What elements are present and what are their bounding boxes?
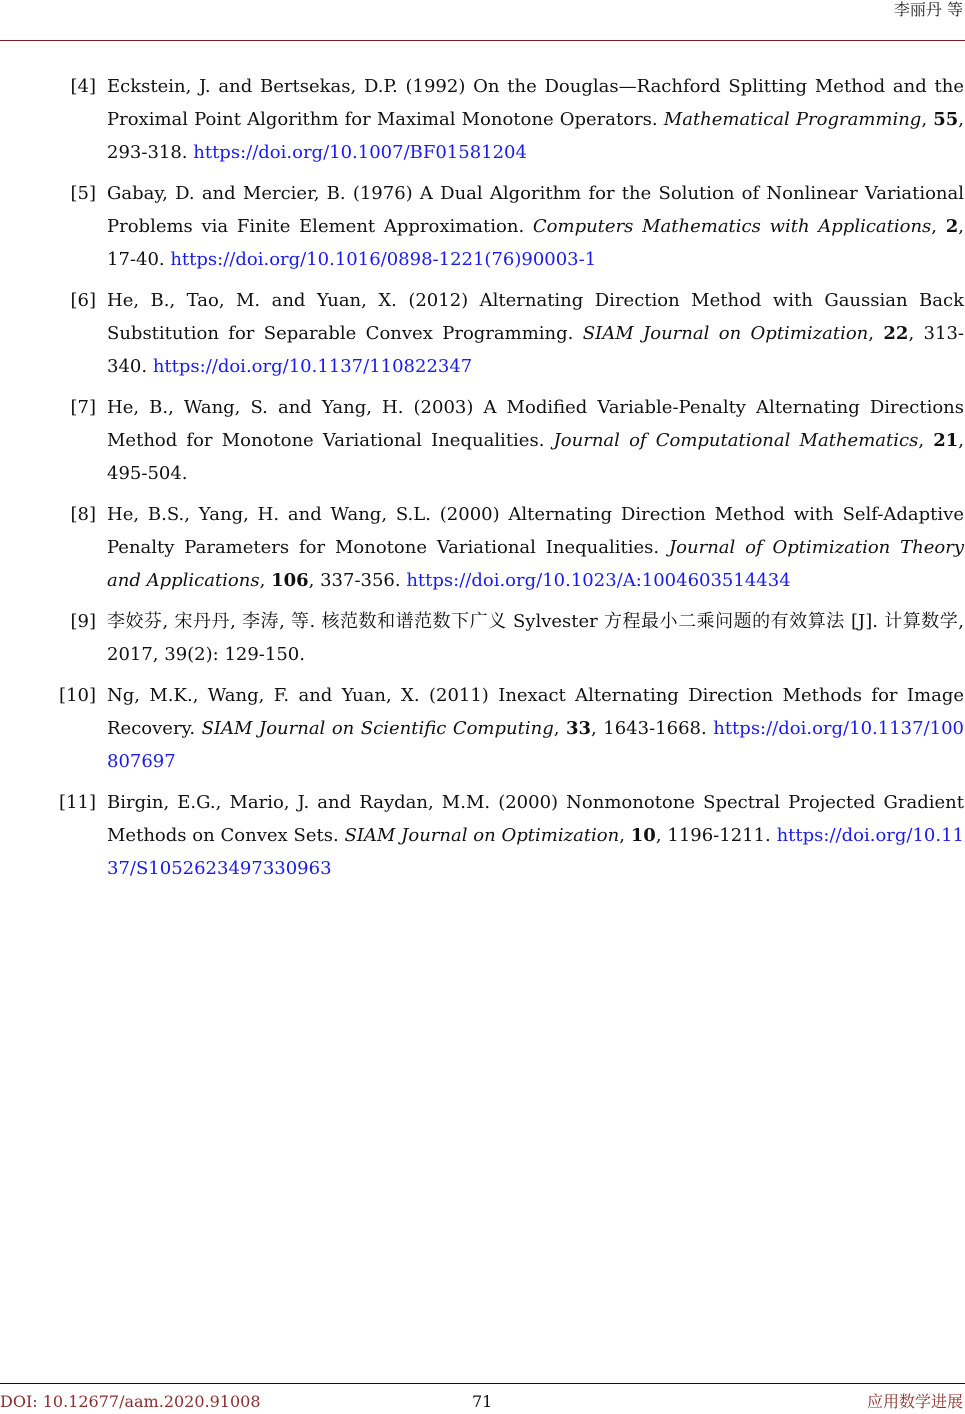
- reference-number: [9]: [70, 611, 96, 632]
- doi-link[interactable]: https://doi.org/10.1137/S1052623497330963: [107, 825, 965, 879]
- reference-text: ,: [921, 109, 934, 130]
- reference-text: Eckstein, J. and Bertsekas, D.P. (1992) On the Douglas—Rachford Splitting Method and the Proximal Point Algorithm for Maximal Monotone Operators.: [107, 76, 964, 130]
- reference-item: [0, 70, 965, 169]
- doi-link[interactable]: https://doi.org/10.1137/110822347: [152, 356, 473, 377]
- journal-title: Mathematical Programming: [663, 109, 922, 130]
- reference-list: [0, 70, 965, 893]
- reference-text: ,: [918, 430, 934, 451]
- reference-text: , 1196-1211.: [655, 825, 777, 846]
- journal-title: SIAM Journal on Scientific Computing: [201, 718, 554, 739]
- reference-text: , 313-340.: [107, 323, 964, 377]
- reference-text: , 17-40.: [107, 216, 964, 270]
- reference-text: , 293-318.: [107, 109, 964, 163]
- doi-link[interactable]: https://doi.org/10.1137/100807697: [107, 718, 964, 772]
- page-number: 71: [472, 1392, 493, 1411]
- reference-text: ,: [619, 825, 631, 846]
- reference-number: [11]: [59, 792, 96, 813]
- reference-item: [0, 177, 965, 276]
- reference-text: , 1643-1668.: [591, 718, 714, 739]
- reference-text: ,: [868, 323, 884, 344]
- footer-journal-name: 应用数学进展: [866, 1392, 963, 1411]
- footer-rule: [0, 1383, 965, 1384]
- volume-number: 21: [933, 430, 959, 451]
- doi-link[interactable]: https://doi.org/10.1023/A:1004603514434: [406, 570, 791, 591]
- reference-item: [0, 284, 965, 383]
- doi-link[interactable]: https://doi.org/10.1016/0898-1221(76)90003-1: [170, 249, 597, 270]
- reference-item: [0, 786, 965, 885]
- footer-doi: DOI: 10.12677/aam.2020.91008: [0, 1392, 261, 1411]
- reference-text: He, B., Tao, M. and Yuan, X. (2012) Alternating Direction Method with Gaussian Back Substitution for Separable Convex Programming.: [107, 290, 964, 344]
- volume-number: 2: [945, 216, 959, 237]
- reference-item: [0, 391, 965, 490]
- reference-text: Gabay, D. and Mercier, B. (1976) A Dual Algorithm for the Solution of Nonlinear Variational Problems via Finite Element Approximation.: [107, 183, 964, 237]
- reference-text: , 337-356.: [308, 570, 407, 591]
- reference-number: [4]: [70, 76, 96, 97]
- reference-text: He, B.S., Yang, H. and Wang, S.L. (2000) Alternating Direction Method with Self-Adaptive Penalty Parameters for Monotone Variational Inequalities.: [107, 504, 964, 558]
- reference-number: [7]: [70, 397, 96, 418]
- reference-text: , 495-504.: [107, 430, 964, 484]
- running-header-authors: 李丽丹 等: [893, 0, 963, 19]
- header-rule: [0, 40, 965, 41]
- volume-number: 33: [565, 718, 592, 739]
- reference-text: ,: [553, 718, 566, 739]
- reference-number: [10]: [59, 685, 96, 706]
- reference-item: [0, 498, 965, 597]
- doi-link[interactable]: https://doi.org/10.1007/BF01581204: [193, 142, 527, 163]
- journal-title: Computers Mathematics with Applications: [532, 216, 932, 237]
- volume-number: 55: [933, 109, 959, 130]
- reference-number: [6]: [70, 290, 96, 311]
- journal-title: SIAM Journal on Optimization: [344, 825, 620, 846]
- reference-item: [0, 605, 965, 671]
- volume-number: 106: [271, 570, 309, 591]
- reference-text: ,: [931, 216, 946, 237]
- reference-text: Birgin, E.G., Mario, J. and Raydan, M.M. (2000) Nonmonotone Spectral Projected Gradient Methods on Convex Sets.: [107, 792, 964, 846]
- reference-item: [0, 679, 965, 778]
- reference-text: Ng, M.K., Wang, F. and Yuan, X. (2011) Inexact Alternating Direction Methods for Image Recovery.: [107, 685, 964, 739]
- reference-text: 李姣芬, 宋丹丹, 李涛, 等. 核范数和谱范数下广义 Sylvester 方程最小二乘问题的有效算法 [J]. 计算数学, 2017, 39(2): 129-150.: [107, 611, 964, 665]
- volume-number: 10: [630, 825, 656, 846]
- volume-number: 22: [883, 323, 909, 344]
- reference-text: He, B., Wang, S. and Yang, H. (2003) A Modified Variable-Penalty Alternating Directions Method for Monotone Variational Inequalities.: [107, 397, 964, 451]
- reference-text: ,: [259, 570, 272, 591]
- reference-number: [5]: [70, 183, 96, 204]
- journal-title: SIAM Journal on Optimization: [582, 323, 869, 344]
- journal-title: Journal of Optimization Theory and Applications: [107, 537, 964, 591]
- reference-number: [8]: [70, 504, 96, 525]
- journal-title: Journal of Computational Mathematics: [553, 430, 919, 451]
